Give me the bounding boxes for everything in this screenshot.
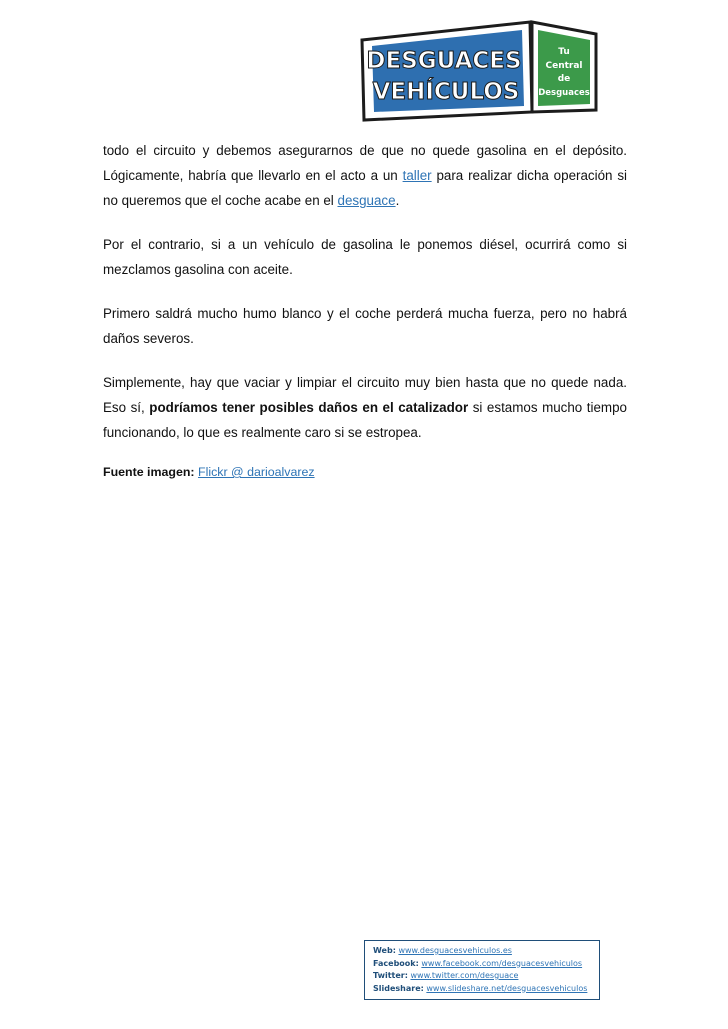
- source-link[interactable]: Flickr @ darioalvarez: [198, 465, 315, 479]
- desguaces-vehiculos-logo: [360, 18, 600, 124]
- paragraph-2: Por el contrario, si a un vehículo de gasolina le ponemos diésel, ocurrirá como si mezclamos gasolina con aceite.: [103, 237, 627, 277]
- desguace-link[interactable]: desguace: [337, 193, 396, 208]
- logo-line2: VEHÍCULOS: [372, 79, 520, 105]
- slideshare-link[interactable]: www.slideshare.net/desguacesvehiculos: [426, 983, 588, 993]
- logo-line1: DESGUACES: [366, 48, 522, 74]
- logo-side3: de: [557, 74, 571, 84]
- facebook-link[interactable]: www.facebook.com/desguacesvehiculos: [421, 958, 583, 968]
- catalyst-warning: podríamos tener posibles daños en el catalizador: [149, 400, 469, 415]
- image-source: [103, 465, 315, 479]
- logo-side2: Central: [545, 61, 583, 71]
- logo-side1: Tu: [558, 47, 570, 57]
- contact-facebook: Facebook: www.facebook.com/desguacesvehiculos: [373, 958, 583, 968]
- paragraph-1: todo el circuito y debemos asegurarnos de que no quede gasolina en el depósito. Lógicamente, habría que llevarlo en el acto a un taller para realizar dicha operación si no queremos que el coche acabe en el desguace.: [103, 143, 627, 208]
- paragraph-3: Primero saldrá mucho humo blanco y el coche perderá mucha fuerza, pero no habrá daños severos.: [103, 306, 627, 346]
- contact-web: Web: www.desguacesvehiculos.es: [373, 946, 512, 955]
- source-label: Fuente imagen:: [103, 465, 195, 479]
- article-body: [103, 138, 627, 464]
- twitter-link[interactable]: www.twitter.com/desguace: [410, 971, 519, 980]
- contact-twitter: Twitter: www.twitter.com/desguace: [373, 971, 519, 980]
- paragraph-4: Simplemente, hay que vaciar y limpiar el circuito muy bien hasta que no quede nada. Eso sí, podríamos tener posibles daños en el catalizador si estamos mucho tiempo funcionando, lo que es realmente caro si se estropea.: [103, 375, 627, 440]
- taller-link[interactable]: taller: [402, 168, 432, 183]
- contact-slideshare: Slideshare: www.slideshare.net/desguacesvehiculos: [373, 983, 588, 993]
- web-link[interactable]: www.desguacesvehiculos.es: [398, 946, 512, 955]
- contact-box: [364, 940, 600, 1000]
- logo-side4: Desguaces: [538, 88, 590, 98]
